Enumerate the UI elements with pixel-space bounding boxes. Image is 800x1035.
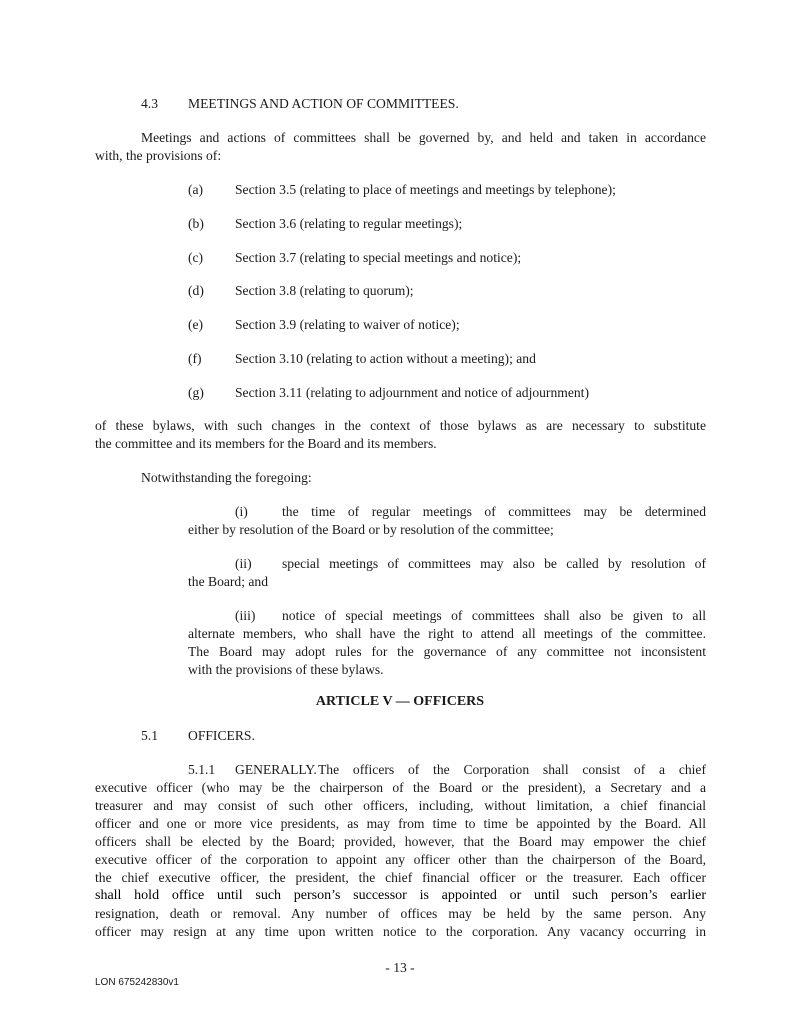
paragraph-line: the chief executive officer, the president, the chief financial officer or the treasurer. Each officer [95,870,706,885]
after-list-line-2: the committee and its members for the Board and its members. [95,436,437,451]
sub-item-line: special meetings of committees may also be called by resolution of [282,556,706,571]
paragraph-line: executive officer (who may be the chairperson of the Board or the president), a Secretary and a [95,780,706,795]
list-item-text: Section 3.11 (relating to adjournment and notice of adjournment) [235,385,589,400]
document-id: LON 675242830v1 [95,977,179,988]
list-item-text: Section 3.10 (relating to action without a meeting); and [235,351,536,366]
list-item-text: Section 3.8 (relating to quorum); [235,283,414,298]
sub-item-line: The Board may adopt rules for the governance of any committee not inconsistent [188,644,706,659]
list-item-label: (b) [188,216,204,231]
sub-item-line: notice of special meetings of committees shall also be given to all [282,608,706,623]
list-item-text: Section 3.5 (relating to place of meetings and meetings by telephone); [235,182,616,197]
intro-line-1: Meetings and actions of committees shall be governed by, and held and taken in accordance [141,130,706,145]
paragraph-line: officers shall be elected by the Board; provided, however, that the Board may empower the chief [95,834,706,849]
sub-item-label: (i) [235,504,248,519]
paragraph-line: shall hold office until such person’s successor is appointed or until such person’s earlier [95,888,706,903]
section-4-3-title: MEETINGS AND ACTION OF COMMITTEES. [188,96,459,111]
paragraph-line: officer and one or more vice presidents, as may from time to time be appointed by the Board. All [95,816,706,831]
after-list-line-1: of these bylaws, with such changes in the context of those bylaws as are necessary to substitute [95,418,706,433]
section-5-1-number: 5.1 [141,728,158,743]
list-item-text: Section 3.9 (relating to waiver of notice); [235,317,460,332]
sub-item-line: either by resolution of the Board or by resolution of the committee; [188,522,554,537]
sub-item-line: with the provisions of these bylaws. [188,662,384,677]
list-item-label: (f) [188,351,202,366]
section-5-1-1-number: 5.1.1 [188,762,216,777]
sub-item-line: the Board; and [188,574,269,589]
section-5-1-1-title: GENERALLY. [235,762,317,777]
list-item-label: (d) [188,283,204,298]
list-item-label: (c) [188,250,204,265]
list-item-text: Section 3.6 (relating to regular meetings); [235,216,463,231]
section-5-1-title: OFFICERS. [188,728,255,743]
intro-line-2: with, the provisions of: [95,148,222,163]
paragraph-line: executive officer of the corporation to appoint any officer other than the chairperson of the Board, [95,852,706,867]
page-number: - 13 - [385,960,415,975]
sub-item-line: alternate members, who shall have the right to attend all meetings of the committee. [188,626,706,641]
paragraph-line: treasurer and may consist of such other officers, including, without limitation, a chief financial [95,798,706,813]
section-4-3-number: 4.3 [141,96,158,111]
paragraph-line: officer may resign at any time upon written notice to the corporation. Any vacancy occurring in [95,924,706,939]
list-item-label: (e) [188,317,204,332]
paragraph-line: The officers of the Corporation shall consist of a chief [318,762,706,777]
sub-item-label: (iii) [235,608,256,623]
list-item-label: (g) [188,385,204,400]
article-heading: ARTICLE V — OFFICERS [315,694,485,709]
list-item-label: (a) [188,182,204,197]
paragraph-line: resignation, death or removal. Any number of offices may be held by the same person. Any [95,906,706,921]
notwithstanding-text: Notwithstanding the foregoing: [141,470,312,485]
list-item-text: Section 3.7 (relating to special meetings and notice); [235,250,522,265]
sub-item-label: (ii) [235,556,252,571]
sub-item-line: the time of regular meetings of committees may be determined [282,504,706,519]
